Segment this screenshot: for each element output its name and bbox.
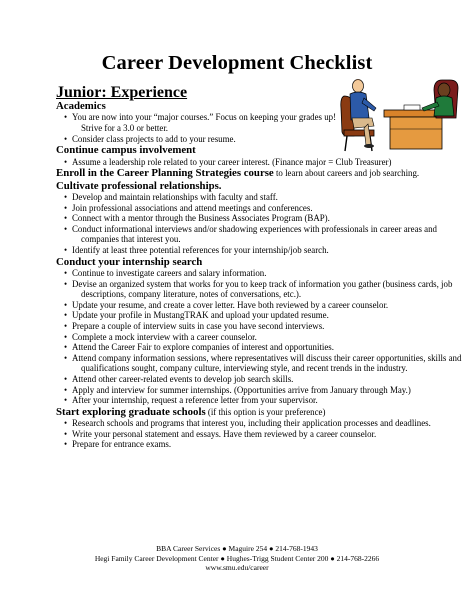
- checklist-item: • You are now into your “major courses.” Focus on keeping your grades up! Strive for a 3.0 or better.: [56, 112, 338, 133]
- subsection-heading: [56, 180, 466, 192]
- checklist-item: • Update your resume, and create a cover letter. Have both reviewed by a career counselor.: [56, 300, 466, 311]
- checklist: [56, 192, 466, 256]
- section-heading: Junior: Experience: [56, 84, 188, 101]
- checklist-item: • Consider class projects to add to your resume.: [56, 134, 466, 145]
- checklist-item: • Attend the Career Fair to explore companies of interest and opportunities.: [56, 342, 466, 353]
- checklist-item: • Attend company information sessions, where representatives will discuss their career opportunities, skills and qualifications sought, company culture, interviewing style, and recent trends in the industry.: [56, 353, 466, 374]
- subsection-heading-text: Conduct your internship search: [56, 255, 203, 268]
- subsection-heading-text: Continue campus involvement: [56, 144, 196, 157]
- checklist-item: • Write your personal statement and essays. Have them reviewed by a career counselor.: [56, 429, 466, 440]
- checklist-item: • Conduct informational interviews and/or shadowing experiences with professionals in career areas and companies that interest you.: [56, 224, 466, 245]
- checklist-item: • Connect with a mentor through the Business Associates Program (BAP).: [56, 213, 466, 224]
- subsection-heading: [56, 406, 466, 418]
- checklist-item: • Devise an organized system that works for you to keep track of information you gather (business cards, job descriptions, company literature, notes of conversations, etc.).: [56, 279, 466, 300]
- checklist-item: • Assume a leadership role related to your career interest. (Finance major = Club Treasurer): [56, 157, 466, 168]
- checklist-item: • Join professional associations and attend meetings and conferences.: [56, 203, 466, 214]
- checklist: [56, 418, 466, 450]
- checklist-item: • Identify at least three potential references for your internship/job search.: [56, 245, 466, 256]
- checklist-item: • Update your profile in MustangTRAK and upload your updated resume.: [56, 310, 466, 321]
- subsection-heading: [56, 256, 466, 268]
- checklist: [56, 112, 466, 144]
- subsection-note: (if this option is your preference): [205, 406, 326, 417]
- subsection-heading-text: Cultivate professional relationships.: [56, 179, 222, 192]
- checklist-item: • Research schools and programs that interest you, including their application processes and deadlines.: [56, 418, 466, 429]
- subsection-lead-text: to learn about careers and job searching.: [273, 168, 420, 179]
- subsection-heading: [56, 167, 466, 179]
- checklist-item: • Prepare a couple of interview suits in case you have second interviews.: [56, 321, 466, 332]
- footer-line-1: BBA Career Services ● Maguire 254 ● 214-768-1943: [156, 544, 318, 553]
- checklist-content: [56, 100, 466, 450]
- checklist-item: • Develop and maintain relationships with faculty and staff.: [56, 192, 466, 203]
- checklist-item: • Prepare for entrance exams.: [56, 439, 466, 450]
- subsection-heading: [56, 100, 466, 112]
- page-title: Career Development Checklist: [101, 52, 373, 74]
- subsection-heading-text: Start exploring graduate schools: [56, 405, 206, 418]
- checklist-item: • Complete a mock interview with a career counselor.: [56, 332, 466, 343]
- footer-url: www.smu.edu/career: [205, 563, 269, 572]
- checklist: [56, 268, 466, 406]
- subsection-heading: [56, 144, 466, 156]
- footer-line-2: Hegi Family Career Development Center ● Hughes-Trigg Student Center 200 ● 214-768-2266: [94, 553, 380, 563]
- checklist-item: • After your internship, request a reference letter from your supervisor.: [56, 395, 466, 406]
- subsection-heading-text: Academics: [56, 100, 106, 112]
- checklist-item: • Continue to investigate careers and salary information.: [56, 268, 466, 279]
- footer: [0, 544, 474, 573]
- checklist: [56, 157, 466, 168]
- checklist-item: • Apply and interview for summer internships. (Opportunities arrive from January through May.): [56, 385, 466, 396]
- subsection-heading-text: Enroll in the Career Planning Strategies course: [56, 167, 274, 180]
- checklist-item: • Attend other career-related events to develop job search skills.: [56, 374, 466, 385]
